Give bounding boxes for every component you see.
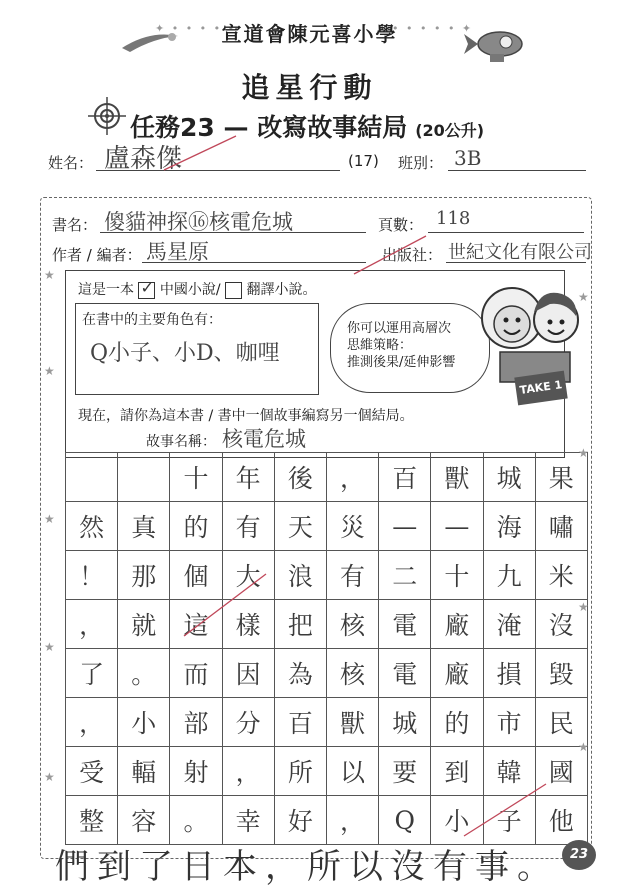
grid-row bbox=[66, 453, 588, 502]
grid-cell[interactable]: 災 bbox=[326, 502, 378, 551]
grid-cell[interactable]: 整 bbox=[66, 796, 118, 845]
student-number: (17) bbox=[348, 152, 379, 170]
school-name: 宣道會陳元喜小學 bbox=[221, 22, 398, 46]
grid-cell[interactable]: 百 bbox=[379, 453, 431, 502]
grid-cell[interactable]: 沒 bbox=[535, 600, 587, 649]
pages-value[interactable]: 118 bbox=[436, 208, 471, 229]
grid-cell[interactable]: 他 bbox=[535, 796, 587, 845]
name-label: 姓名： bbox=[48, 154, 94, 172]
decorative-star-icon: ★ bbox=[578, 446, 589, 460]
decorative-stars: • • • • • ✦ bbox=[392, 22, 474, 35]
grid-cell[interactable]: 有 bbox=[326, 551, 378, 600]
characters-label: 在書中的主要角色有： bbox=[82, 312, 222, 328]
grid-cell[interactable]: 米 bbox=[535, 551, 587, 600]
class-value[interactable]: 3B bbox=[454, 146, 482, 170]
grid-cell[interactable]: 就 bbox=[118, 600, 170, 649]
grid-cell[interactable]: 因 bbox=[222, 649, 274, 698]
clapperboard-icon: TAKE 1 bbox=[514, 371, 567, 406]
grid-cell[interactable]: 然 bbox=[66, 502, 118, 551]
task-points: (20公升) bbox=[415, 121, 485, 140]
class-label: 班別： bbox=[398, 154, 444, 172]
grid-cell[interactable]: 獸 bbox=[326, 698, 378, 747]
decorative-star-icon: ★ bbox=[44, 268, 55, 282]
decorative-star-icon: ★ bbox=[578, 290, 589, 304]
grid-cell[interactable]: 廠 bbox=[431, 600, 483, 649]
decorative-star-icon: ★ bbox=[578, 740, 589, 754]
grid-cell[interactable]: 真 bbox=[118, 502, 170, 551]
pages-label: 頁數： bbox=[378, 216, 424, 234]
grid-cell[interactable]: 為 bbox=[274, 649, 326, 698]
name-value[interactable]: 盧森傑 bbox=[104, 144, 183, 174]
campaign-title: 追星行動 bbox=[241, 71, 378, 104]
decorative-star-icon: ★ bbox=[578, 600, 589, 614]
rocket-icon bbox=[462, 20, 532, 66]
strategy-text bbox=[347, 320, 455, 371]
grid-cell[interactable]: 小 bbox=[431, 796, 483, 845]
grid-cell[interactable]: 好 bbox=[274, 796, 326, 845]
decorative-star-icon: ★ bbox=[44, 364, 55, 378]
task-title: 任務23 — 改寫故事結局 bbox=[130, 113, 408, 142]
grid-cell[interactable]: 核 bbox=[326, 600, 378, 649]
grid-cell[interactable]: ！ bbox=[66, 551, 118, 600]
grid-cell[interactable]: 城 bbox=[483, 453, 535, 502]
publisher-value[interactable]: 世紀文化有限公司 bbox=[448, 242, 592, 263]
type-suffix: 。 bbox=[302, 282, 317, 298]
book-title-value[interactable]: 傻貓神探⑯核電危城 bbox=[104, 210, 293, 234]
grid-cell[interactable]: 十 bbox=[170, 453, 222, 502]
grid-row bbox=[66, 502, 588, 551]
grid-cell[interactable]: 了 bbox=[66, 649, 118, 698]
grid-cell[interactable]: 百 bbox=[274, 698, 326, 747]
teacher-check-mark bbox=[180, 570, 270, 640]
grid-cell[interactable]: 天 bbox=[274, 502, 326, 551]
grid-cell[interactable]: 十 bbox=[431, 551, 483, 600]
grid-cell[interactable]: 小 bbox=[118, 698, 170, 747]
grid-row bbox=[66, 600, 588, 649]
strategy-line-2: 思維策略： bbox=[347, 338, 413, 353]
grid-cell[interactable]: 受 bbox=[66, 747, 118, 796]
grid-cell[interactable]: 的 bbox=[170, 502, 222, 551]
grid-cell[interactable]: 民 bbox=[535, 698, 587, 747]
strategy-line-1: 你可以運用高層次 bbox=[347, 321, 452, 336]
grid-cell[interactable]: 部 bbox=[170, 698, 222, 747]
grid-cell[interactable]: 分 bbox=[222, 698, 274, 747]
grid-cell[interactable]: 浪 bbox=[274, 551, 326, 600]
final-handwritten-line[interactable]: 們到了日本，所以沒有事。 bbox=[55, 847, 559, 887]
grid-cell[interactable]: 樣 bbox=[222, 600, 274, 649]
grid-row bbox=[66, 551, 588, 600]
grid-cell[interactable] bbox=[118, 453, 170, 502]
grid-cell[interactable]: 輻 bbox=[118, 747, 170, 796]
check-mark: ✓ bbox=[140, 277, 154, 297]
grid-cell[interactable]: 城 bbox=[379, 698, 431, 747]
teacher-check-mark bbox=[350, 230, 430, 280]
grid-cell[interactable]: 海 bbox=[483, 502, 535, 551]
grid-cell[interactable]: 損 bbox=[483, 649, 535, 698]
grid-cell[interactable]: 要 bbox=[379, 747, 431, 796]
grid-cell[interactable]: 市 bbox=[483, 698, 535, 747]
grid-cell[interactable]: 。 bbox=[170, 796, 222, 845]
grid-cell[interactable]: 淹 bbox=[483, 600, 535, 649]
grid-cell[interactable]: 把 bbox=[274, 600, 326, 649]
grid-cell[interactable]: 所 bbox=[274, 747, 326, 796]
grid-cell[interactable]: 九 bbox=[483, 551, 535, 600]
chinese-novel-checkbox[interactable] bbox=[138, 277, 155, 299]
grid-cell[interactable]: 果 bbox=[535, 453, 587, 502]
grid-cell[interactable]: 子 bbox=[483, 796, 535, 845]
grid-cell[interactable]: ， bbox=[222, 747, 274, 796]
grid-cell[interactable]: Q bbox=[379, 796, 431, 845]
grid-cell[interactable]: ， bbox=[66, 698, 118, 747]
grid-cell[interactable]: 。 bbox=[118, 649, 170, 698]
story-name-value[interactable]: 核電危城 bbox=[222, 427, 306, 451]
pages-line bbox=[428, 232, 584, 233]
instruction-text: 現在，請你為這本書 / 書中一個故事編寫另一個結局。 bbox=[78, 408, 414, 424]
grid-cell[interactable]: 二 bbox=[379, 551, 431, 600]
grid-cell[interactable]: 韓 bbox=[483, 747, 535, 796]
grid-cell[interactable]: 而 bbox=[170, 649, 222, 698]
grid-cell[interactable]: 到 bbox=[431, 747, 483, 796]
grid-cell[interactable]: 那 bbox=[118, 551, 170, 600]
translated-novel-checkbox[interactable] bbox=[225, 282, 242, 299]
grid-cell[interactable]: 射 bbox=[170, 747, 222, 796]
type-prefix: 這是一本 bbox=[78, 282, 134, 298]
type-option-translated: 翻譯小說 bbox=[246, 282, 303, 298]
grid-cell[interactable]: ， bbox=[66, 600, 118, 649]
decorative-star-icon: ★ bbox=[44, 640, 55, 654]
grid-cell[interactable]: 國 bbox=[535, 747, 587, 796]
teacher-check-mark bbox=[460, 780, 550, 840]
grid-cell[interactable]: ， bbox=[326, 796, 378, 845]
grid-cell[interactable]: 幸 bbox=[222, 796, 274, 845]
decorative-stars: ✦ • • • • • bbox=[155, 22, 237, 35]
grid-cell[interactable]: 毀 bbox=[535, 649, 587, 698]
teacher-check-mark bbox=[160, 130, 240, 180]
class-line bbox=[448, 170, 586, 171]
grid-cell[interactable]: 電 bbox=[379, 600, 431, 649]
grid-cell[interactable]: 後 bbox=[274, 453, 326, 502]
book-title-label: 書名： bbox=[52, 216, 98, 234]
grid-cell[interactable]: 以 bbox=[326, 747, 378, 796]
author-label: 作者 / 編者： bbox=[52, 246, 142, 264]
page-number-badge: 23 bbox=[562, 840, 596, 870]
story-name-label: 故事名稱： bbox=[146, 434, 216, 450]
type-option-chinese: 中國小說/ bbox=[159, 282, 221, 298]
grid-cell[interactable]: 電 bbox=[379, 649, 431, 698]
author-value[interactable]: 馬星原 bbox=[146, 240, 209, 264]
novel-type-row bbox=[78, 279, 317, 299]
grid-cell[interactable]: 容 bbox=[118, 796, 170, 845]
grid-cell[interactable]: 核 bbox=[326, 649, 378, 698]
target-icon bbox=[86, 95, 128, 137]
strategy-line-3: 推測後果/延伸影響 bbox=[347, 355, 456, 370]
decorative-star-icon: ★ bbox=[44, 770, 55, 784]
grid-cell[interactable]: — bbox=[431, 502, 483, 551]
grid-cell[interactable]: — bbox=[379, 502, 431, 551]
publisher-label: 出版社： bbox=[382, 246, 443, 264]
characters-value[interactable]: Q小子、小D、咖哩 bbox=[90, 341, 280, 366]
grid-cell[interactable]: 獸 bbox=[431, 453, 483, 502]
grid-cell[interactable]: 年 bbox=[222, 453, 274, 502]
grid-cell[interactable]: 嘯 bbox=[535, 502, 587, 551]
grid-cell[interactable]: 廠 bbox=[431, 649, 483, 698]
grid-cell[interactable]: 大 bbox=[222, 551, 274, 600]
grid-cell[interactable]: ， bbox=[326, 453, 378, 502]
grid-cell[interactable]: 個 bbox=[170, 551, 222, 600]
strategy-bubble bbox=[330, 303, 490, 393]
grid-row bbox=[66, 649, 588, 698]
decorative-star-icon: ★ bbox=[44, 512, 55, 526]
grid-row bbox=[66, 698, 588, 747]
grid-cell[interactable]: 這 bbox=[170, 600, 222, 649]
grid-cell[interactable] bbox=[66, 453, 118, 502]
grid-cell[interactable]: 的 bbox=[431, 698, 483, 747]
grid-cell[interactable]: 有 bbox=[222, 502, 274, 551]
